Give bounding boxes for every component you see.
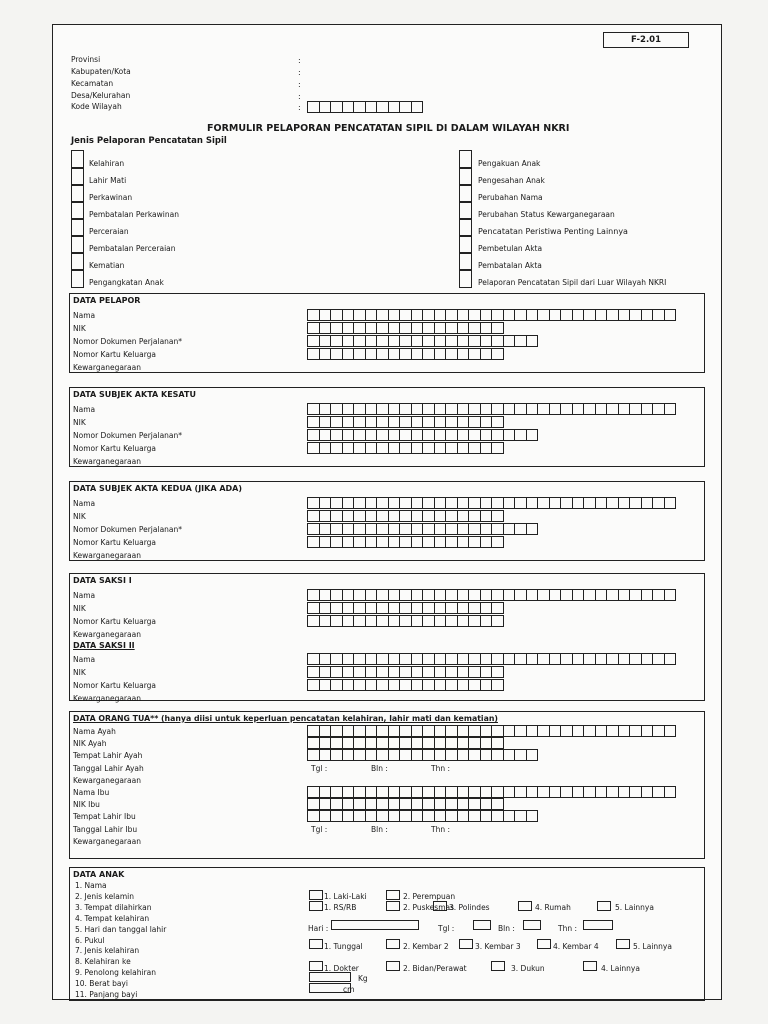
ortu-title: DATA ORANG TUA** (hanya diisi untuk keperluan pencatatan kelahiran, lahir mati dan kematian) xyxy=(73,714,498,723)
field-label: Kewarganegaraan xyxy=(73,630,141,639)
field-label: Nomor Kartu Keluarga xyxy=(73,617,157,626)
option-checkbox[interactable] xyxy=(309,890,323,900)
option-label: 4. Kembar 4 xyxy=(553,942,599,951)
option-label: Thn : xyxy=(558,924,577,933)
field-label: Tanggal Lahir Ayah xyxy=(73,763,144,773)
option-checkbox[interactable] xyxy=(491,961,505,971)
jenis-title: Jenis Pelaporan Pencatatan Sipil xyxy=(71,136,227,146)
option-checkbox[interactable] xyxy=(473,920,491,930)
jenis-checkbox[interactable] xyxy=(459,269,472,288)
field-label: Nama xyxy=(73,405,96,414)
option-label: 1. RS/RB xyxy=(324,903,357,912)
pelapor-title: DATA PELAPOR xyxy=(73,296,141,305)
field-label: NIK Ayah xyxy=(73,739,107,749)
anak-field-label: 10. Berat bayi xyxy=(75,979,128,989)
option-checkbox[interactable] xyxy=(386,890,400,900)
input-grid[interactable] xyxy=(308,322,504,334)
option-checkbox[interactable] xyxy=(583,961,597,971)
jenis-option-label: Pengangkatan Anak xyxy=(89,278,164,287)
input-grid[interactable] xyxy=(308,497,676,509)
input-grid[interactable] xyxy=(308,429,538,441)
field-desa: Desa/Kelurahan xyxy=(71,91,131,100)
input-grid[interactable] xyxy=(308,602,504,614)
form-code-box xyxy=(603,32,689,48)
option-checkbox[interactable] xyxy=(386,901,400,911)
jenis-option-label: Perubahan Nama xyxy=(478,193,543,202)
field-label: NIK xyxy=(73,512,86,521)
jenis-option-label: Pengesahan Anak xyxy=(478,176,545,185)
option-label: Hari : xyxy=(308,924,329,933)
jenis-option-label: Pembetulan Akta xyxy=(478,244,543,253)
jenis-option-label: Perceraian xyxy=(89,227,129,236)
field-label: Tempat Lahir Ayah xyxy=(73,751,143,761)
jenis-option-label: Perubahan Status Kewarganegaraan xyxy=(478,210,615,219)
option-label: Kg xyxy=(358,974,368,983)
input-grid[interactable] xyxy=(308,725,676,737)
jenis-option-label: Pengakuan Anak xyxy=(478,159,541,168)
option-label: 3. Dukun xyxy=(511,964,545,973)
input-grid[interactable] xyxy=(308,737,504,749)
option-checkbox[interactable] xyxy=(309,901,323,911)
saksi1-title: DATA SAKSI I xyxy=(73,576,132,585)
option-checkbox[interactable] xyxy=(309,939,323,949)
option-label: 1. Tunggal xyxy=(324,942,363,951)
option-checkbox[interactable] xyxy=(386,939,400,949)
kode-wilayah-grid[interactable] xyxy=(308,101,423,113)
option-label: 2. Puskesmas xyxy=(403,903,454,912)
input-grid[interactable] xyxy=(308,749,538,761)
option-checkbox[interactable] xyxy=(433,901,447,911)
input-grid[interactable] xyxy=(308,653,676,665)
input-grid[interactable] xyxy=(308,798,504,810)
form-page: F-2.01 Provinsi Kabupaten/Kota Kecamatan Desa/Kelurahan Kode Wilayah : : : : : FORMULIR PELAPORAN PENCATATAN SIPIL DI DALAM WILAYAH NKRI Jenis Pelaporan Pencatatan Sipil Kelahiran Lahir Mati Perkawinan Pembatalan Perkawinan Perceraian Pembatalan Perceraian Kematian Pengangkatan Anak Pengakuan Anak Pengesahan Anak Perubahan Nama Perubahan Status Kewarganegaraan Pencatatan Peristiwa Penting Lainnya Pembetulan Akta Pembatalan Akta Pelaporan Pencatatan Sipil dari Luar Wilayah NKRI DATA PELAPOR DATA SUBJEK AKTA KESATU DATA SUBJEK AKTA KEDUA (JIKA ADA) DATA SAKSI I DATA SAKSI II DATA ORANG TUA** (hanya diisi untuk keperluan pencatatan kelahiran, lahir mati dan kematian) DATA ANAK Nama NIK Nomor Dokumen Perjalanan* Nomor Kartu Keluarga Kewarganegaraan Nama NIK Nomor Dokumen Perjalanan* Nomor Kartu Keluarga Kewarganegaraan Nama NIK Nomor Dokumen Perjalanan* Nomor Kartu Keluarga Kewarganegaraan Nama NIK Nomor Kartu Keluarga Kewarganegaraan Nama NIK Nomor Kartu Keluarga Kewarganegaraan Nama Ayah NIK Ayah Tempat Lahir Ayah Tanggal Lahir Ayah Tgl : Bln : Thn : Kewarganegaraan Nama Ibu NIK Ibu Tempat Lahir Ibu Tanggal Lahir Ibu Tgl : Bln : Thn : Kewarganegaraan 1. Nama 2. Jenis kelamin 3. Tempat dilahirkan 4. Tempat kelahiran 5. Hari dan tanggal lahir 6. Pukul 7. Jenis kelahiran 8. Kelahiran ke 9. Penolong kelahiran 10. Berat bayi 11. Panjang bayi 1. Laki-Laki 2. Perempuan 1. RS/RB 2. Puskesmas 3. Polindes 4. Rumah 5. Lainnya Hari : Tgl : Bln : Thn : 1. Tunggal 2. Kembar 2 3. Kembar 3 4. Kembar 4 5. Lainnya 1. Dokter 2. Bidan/Perawat 3. Dukun 4. Lainnya Kg cm xyxy=(52,24,722,1000)
option-label: 1. Laki-Laki xyxy=(324,892,367,901)
section-anak xyxy=(69,867,705,1001)
anak-field-label: 4. Tempat kelahiran xyxy=(75,913,150,923)
date-part-label: Bln : xyxy=(371,763,388,773)
input-grid[interactable] xyxy=(308,335,538,347)
jenis-option-label: Pencatatan Peristiwa Penting Lainnya xyxy=(478,227,628,236)
field-label: Tanggal Lahir Ibu xyxy=(73,824,138,834)
input-grid[interactable] xyxy=(308,403,676,415)
jenis-option-label: Pelaporan Pencatatan Sipil dari Luar Wilayah NKRI xyxy=(478,278,667,287)
jenis-option-label: Pembatalan Perkawinan xyxy=(89,210,179,219)
option-label: cm xyxy=(343,985,355,994)
anak-field-label: 9. Penolong kelahiran xyxy=(75,968,156,978)
input-grid[interactable] xyxy=(308,810,538,822)
option-label: 4. Lainnya xyxy=(601,964,640,973)
field-kecamatan: Kecamatan xyxy=(71,79,114,88)
option-checkbox[interactable] xyxy=(597,901,611,911)
field-label: Nama xyxy=(73,591,96,600)
jenis-option-label: Kematian xyxy=(89,261,125,270)
option-checkbox[interactable] xyxy=(386,961,400,971)
date-part-label: Bln : xyxy=(371,824,388,834)
anak-field-label: 1. Nama xyxy=(75,881,107,890)
option-label: 2. Bidan/Perawat xyxy=(403,964,467,973)
option-label: 5. Lainnya xyxy=(615,903,654,912)
date-part-label: Tgl : xyxy=(311,763,328,773)
option-label: 5. Lainnya xyxy=(633,942,672,951)
input-grid[interactable] xyxy=(308,679,504,691)
field-label: Kewarganegaraan xyxy=(73,551,141,560)
date-part-label: Thn : xyxy=(431,763,450,773)
jenis-option-label: Lahir Mati xyxy=(89,176,127,185)
saksi2-title: DATA SAKSI II xyxy=(73,641,135,650)
input-grid[interactable] xyxy=(308,510,504,522)
input-grid[interactable] xyxy=(308,589,676,601)
field-label: Nomor Dokumen Perjalanan* xyxy=(73,525,183,534)
field-label: Nomor Kartu Keluarga xyxy=(73,444,157,453)
field-label: NIK Ibu xyxy=(73,800,100,810)
form-code: F-2.01 xyxy=(630,35,662,45)
anak-field-label: 8. Kelahiran ke xyxy=(75,957,131,967)
option-checkbox[interactable] xyxy=(523,920,541,930)
input-grid[interactable] xyxy=(308,416,504,428)
field-label: Nomor Dokumen Perjalanan* xyxy=(73,337,183,346)
option-checkbox[interactable] xyxy=(459,939,473,949)
field-label: NIK xyxy=(73,418,86,427)
jenis-checkbox[interactable] xyxy=(71,269,84,288)
thn-input[interactable] xyxy=(583,920,613,930)
option-label: 3. Kembar 3 xyxy=(475,942,521,951)
input-grid[interactable] xyxy=(308,786,676,798)
jenis-option-label: Pembatalan Perceraian xyxy=(89,244,176,253)
field-label: NIK xyxy=(73,668,86,677)
field-label: Nama xyxy=(73,499,96,508)
jenis-option-label: Kelahiran xyxy=(89,159,125,168)
field-label: Nama xyxy=(73,311,96,320)
anak-field-label: 6. Pukul xyxy=(75,935,105,945)
option-checkbox[interactable] xyxy=(537,939,551,949)
field-kode-wilayah: Kode Wilayah xyxy=(71,102,122,111)
anak-field-label: 7. Jenis kelahiran xyxy=(75,946,140,956)
option-label: 2. Kembar 2 xyxy=(403,942,449,951)
option-label: 4. Rumah xyxy=(535,903,571,912)
option-label: 2. Perempuan xyxy=(403,892,456,901)
field-label: Nama Ayah xyxy=(73,727,116,736)
field-label: Tempat Lahir Ibu xyxy=(73,812,136,822)
option-checkbox[interactable] xyxy=(616,939,630,949)
input-grid[interactable] xyxy=(308,348,504,360)
anak-title: DATA ANAK xyxy=(73,870,125,879)
hari-input[interactable] xyxy=(331,920,419,930)
input-grid[interactable] xyxy=(308,442,504,454)
field-label: Nama Ibu xyxy=(73,788,110,797)
date-part-label: Tgl : xyxy=(311,824,328,834)
field-label: Nama xyxy=(73,655,96,664)
input-grid[interactable] xyxy=(308,523,538,535)
field-label: Kewarganegaraan xyxy=(73,457,141,466)
option-label: Bln : xyxy=(498,924,515,933)
option-label: 3. Polindes xyxy=(449,903,490,912)
date-part-label: Thn : xyxy=(431,824,450,834)
field-label: Kewarganegaraan xyxy=(73,836,141,846)
berat-input[interactable] xyxy=(309,972,351,982)
anak-field-label: 11. Panjang bayi xyxy=(75,990,138,999)
field-label: Nomor Kartu Keluarga xyxy=(73,681,157,690)
field-label: Nomor Dokumen Perjalanan* xyxy=(73,431,183,440)
jenis-option-label: Perkawinan xyxy=(89,193,133,202)
option-checkbox[interactable] xyxy=(309,961,323,971)
option-checkbox[interactable] xyxy=(518,901,532,911)
option-label: 1. Dokter xyxy=(324,964,359,973)
field-label: NIK xyxy=(73,604,86,613)
subjek1-title: DATA SUBJEK AKTA KESATU xyxy=(73,390,196,399)
subjek2-title: DATA SUBJEK AKTA KEDUA (JIKA ADA) xyxy=(73,484,243,493)
field-label: Kewarganegaraan xyxy=(73,694,141,703)
option-label: Tgl : xyxy=(438,924,455,933)
input-grid[interactable] xyxy=(308,309,676,321)
jenis-option-label: Pembatalan Akta xyxy=(478,261,542,270)
field-label: Nomor Kartu Keluarga xyxy=(73,350,157,359)
field-label: Kewarganegaraan xyxy=(73,363,141,372)
form-title: FORMULIR PELAPORAN PENCATATAN SIPIL DI DALAM WILAYAH NKRI xyxy=(207,123,570,134)
anak-field-label: 3. Tempat dilahirkan xyxy=(75,902,152,912)
field-label: Kewarganegaraan xyxy=(73,775,141,785)
field-label: NIK xyxy=(73,324,86,333)
input-grid[interactable] xyxy=(308,615,504,627)
input-grid[interactable] xyxy=(308,536,504,548)
anak-field-label: 5. Hari dan tanggal lahir xyxy=(75,924,167,934)
field-provinsi: Provinsi xyxy=(71,55,101,64)
anak-field-label: 2. Jenis kelamin xyxy=(75,891,135,901)
field-label: Nomor Kartu Keluarga xyxy=(73,538,157,547)
field-kabupaten: Kabupaten/Kota xyxy=(71,67,131,76)
input-grid[interactable] xyxy=(308,666,504,678)
